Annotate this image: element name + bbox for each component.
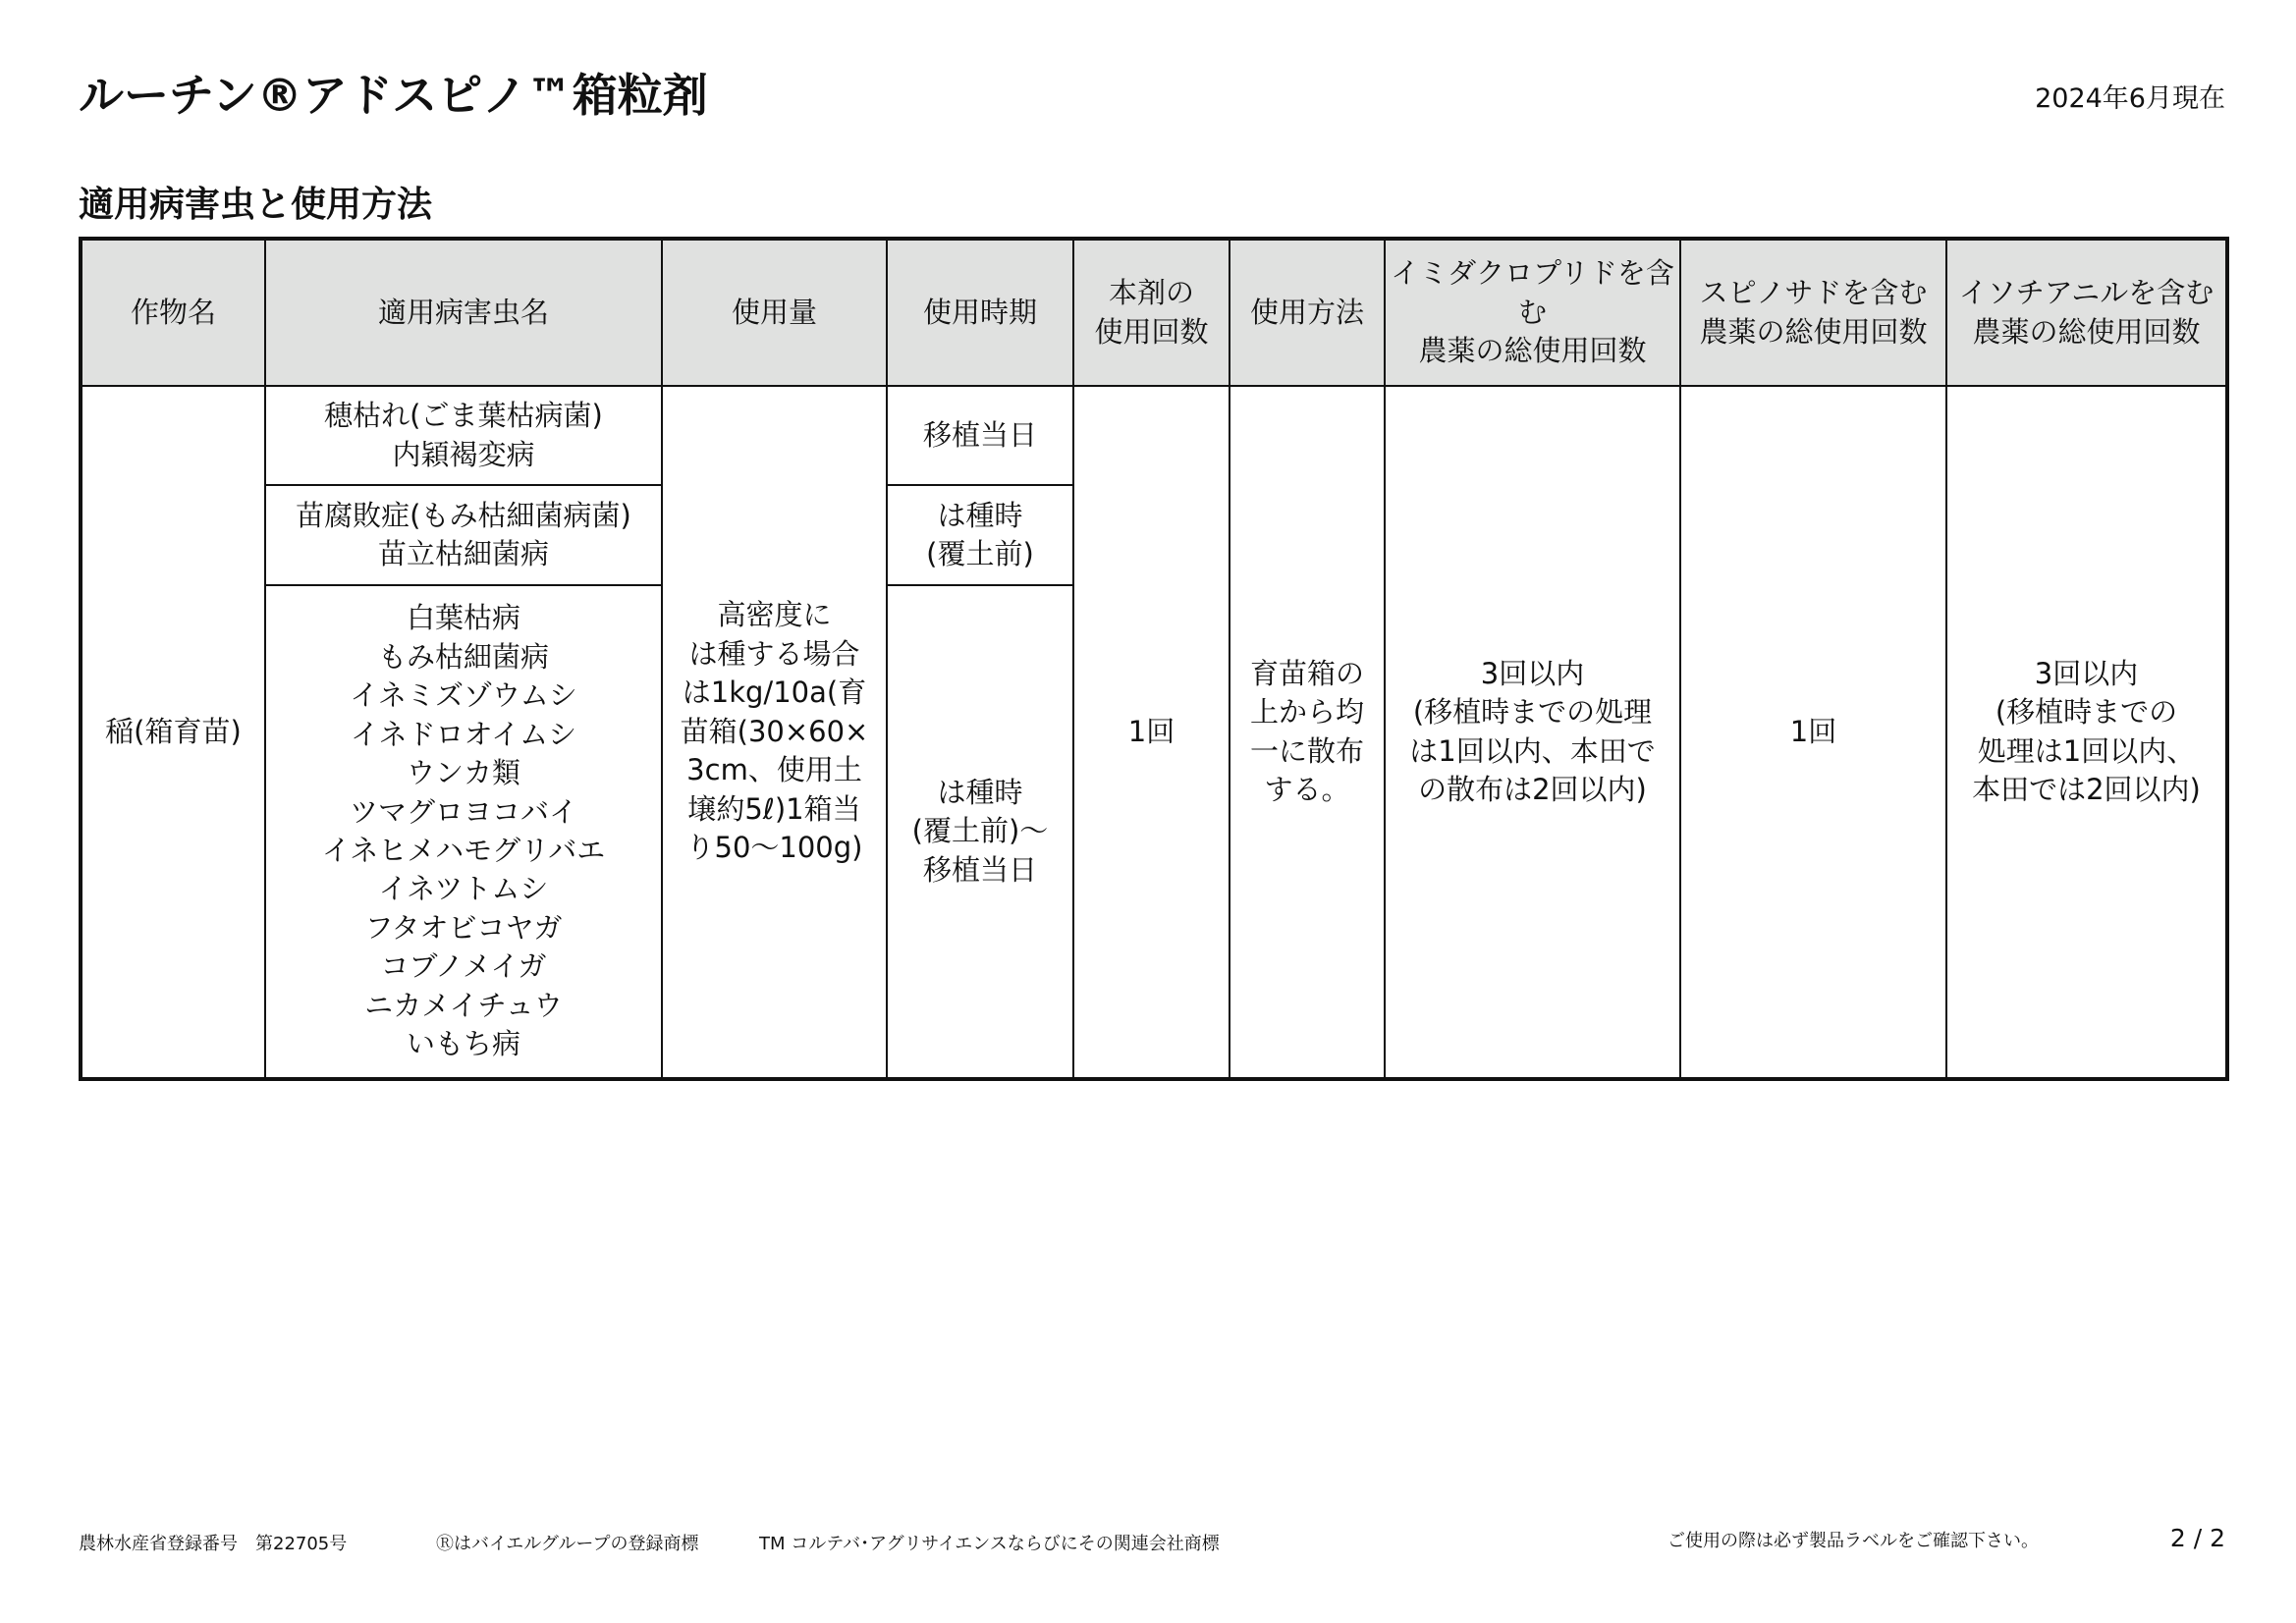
header-method: 使用方法 <box>1230 239 1385 386</box>
pest-cell: 穂枯れ(ごま葉枯病菌) 内穎褐変病 <box>265 386 662 485</box>
date-stamp: 2024年6月現在 <box>2035 83 2225 114</box>
header-amount: 使用量 <box>662 239 887 386</box>
isotianil-total-cell: 3回以内 (移植時までの 処理は1回以内、 本田では2回以内) <box>1946 386 2227 1079</box>
count-cell: 1回 <box>1073 386 1230 1079</box>
header-pest: 適用病害虫名 <box>265 239 662 386</box>
registered-trademark-note: Ⓡはバイエルグループの登録商標 <box>436 1534 699 1554</box>
header-timing: 使用時期 <box>887 239 1073 386</box>
table-row <box>81 386 2227 485</box>
label-notice: ご使用の際は必ず製品ラベルをご確認下さい。 <box>1667 1531 2039 1551</box>
page-number: 2 / 2 <box>2169 1524 2225 1552</box>
imidacloprid-total-cell: 3回以内 (移植時までの処理 は1回以内、本田で の散布は2回以内) <box>1385 386 1680 1079</box>
document-title: ルーチン®アドスピノ™箱粒剤 <box>79 69 708 122</box>
timing-cell: は種時 (覆土前) <box>887 485 1073 585</box>
registration-number: 農林水産省登録番号 第22705号 <box>79 1534 348 1554</box>
header-spinosad-total: スピノサドを含む 農薬の総使用回数 <box>1680 239 1946 386</box>
pest-cell: 白葉枯病 もみ枯細菌病 イネミズゾウムシ イネドロオイムシ ウンカ類 ツマグロヨコバイ イネヒメハモグリバエ イネツトムシ フタオビコヤガ コブノメイガ ニカメイチュウ いもち病 <box>265 585 662 1079</box>
timing-cell: 移植当日 <box>887 386 1073 485</box>
usage-table <box>79 237 2229 1081</box>
header-crop: 作物名 <box>81 239 265 386</box>
method-cell: 育苗箱の 上から均 一に散布 する。 <box>1230 386 1385 1079</box>
header-imidacloprid-total: イミダクロプリドを含む 農薬の総使用回数 <box>1385 239 1680 386</box>
spinosad-total-cell: 1回 <box>1680 386 1946 1079</box>
header-count: 本剤の 使用回数 <box>1073 239 1230 386</box>
timing-cell: は種時 (覆土前)〜 移植当日 <box>887 585 1073 1079</box>
table-header-row <box>81 239 2227 386</box>
header-isotianil-total: イソチアニルを含む 農薬の総使用回数 <box>1946 239 2227 386</box>
trademark-note: TM コルテバ･アグリサイエンスならびにその関連会社商標 <box>759 1534 1220 1554</box>
amount-cell: 高密度に は種する場合 は1kg/10a(育 苗箱(30×60× 3cm、使用土 壌約5ℓ)1箱当 り50〜100g) <box>662 386 887 1079</box>
section-title: 適用病害虫と使用方法 <box>79 185 433 225</box>
crop-cell: 稲(箱育苗) <box>81 386 265 1079</box>
pest-cell: 苗腐敗症(もみ枯細菌病菌) 苗立枯細菌病 <box>265 485 662 585</box>
